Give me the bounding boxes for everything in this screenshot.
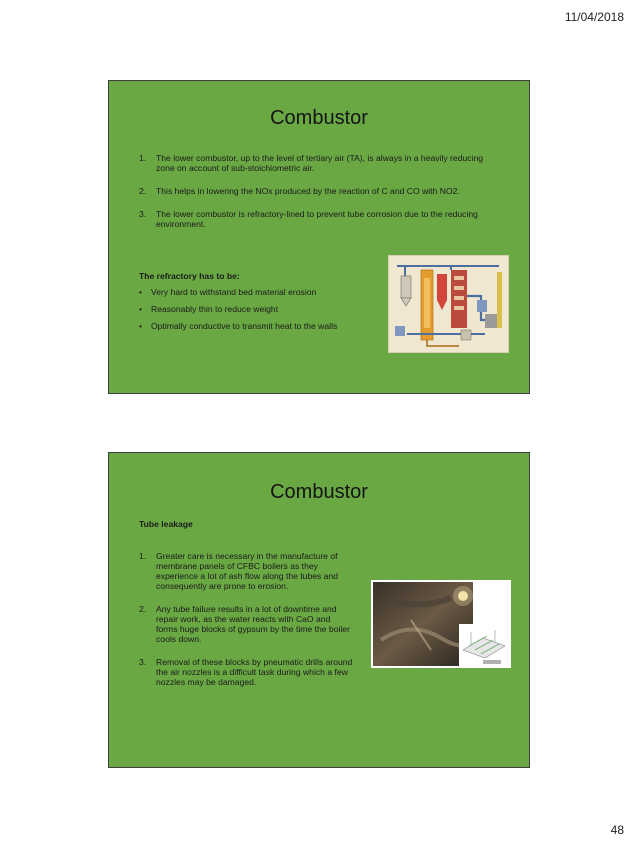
item-text: Greater care is necessary in the manufacture of membrane panels of CFBC boilers as they experience a lot of ash flow along the tubes and consequently are prone to erosion.	[156, 551, 339, 591]
bullet-item	[139, 304, 379, 314]
list-item	[139, 657, 353, 687]
slide-combustor-refractory	[108, 80, 530, 394]
item-text: The lower combustor, up to the level of tertiary air (TA), is always in a heavily reducing zone on account of sub-stoichiometric air.	[156, 153, 484, 173]
item-number: 1.	[139, 153, 147, 163]
bullet-text: Optimally conductive to transmit heat to the walls	[151, 321, 338, 331]
item-text: Removal of these blocks by pneumatic drills around the air nozzles is a difficult task during which a few nozzles may be damaged.	[156, 657, 353, 687]
slide-combustor-tube-leakage	[108, 452, 530, 768]
tube-damage-photo-drawing	[371, 580, 511, 668]
item-number: 1.	[139, 551, 147, 561]
item-text: Any tube failure results in a lot of downtime and repair work, as the water reacts with CaO and forms huge blocks of gypsum by the time the boiler cools down.	[156, 604, 350, 644]
list-item	[139, 186, 489, 196]
numbered-list	[139, 551, 353, 700]
slide-title: Combustor	[270, 107, 368, 129]
tube-damage-photo	[371, 580, 511, 668]
bullet-icon: •	[139, 304, 143, 314]
item-number: 2.	[139, 186, 147, 196]
bullet-icon: •	[139, 287, 143, 297]
item-text: The lower combustor is refractory-lined to prevent tube corrosion due to the reducing environment.	[156, 209, 478, 229]
list-item	[139, 153, 489, 173]
item-text: This helps in lowering the NOx produced by the reaction of C and CO with NO2.	[156, 186, 460, 196]
bullet-icon: •	[139, 321, 143, 331]
bullet-text: Reasonably thin to reduce weight	[151, 304, 279, 314]
page-number: 48	[610, 823, 624, 837]
boiler-schematic-image	[388, 255, 509, 353]
print-date: 11/04/2018	[564, 10, 624, 24]
tube-leakage-subheading: Tube leakage	[139, 519, 193, 529]
bullet-list	[139, 287, 379, 338]
numbered-list	[139, 153, 489, 242]
item-number: 3.	[139, 209, 147, 219]
list-item	[139, 209, 489, 229]
bullet-item	[139, 287, 379, 297]
item-number: 2.	[139, 604, 147, 614]
bullet-text: Very hard to withstand bed material erosion	[151, 287, 317, 297]
item-number: 3.	[139, 657, 147, 667]
bullet-item	[139, 321, 379, 331]
list-item	[139, 604, 353, 644]
refractory-subheading: The refractory has to be:	[139, 271, 240, 281]
boiler-schematic-drawing	[389, 256, 508, 352]
slide-title: Combustor	[270, 481, 368, 503]
list-item	[139, 551, 353, 591]
